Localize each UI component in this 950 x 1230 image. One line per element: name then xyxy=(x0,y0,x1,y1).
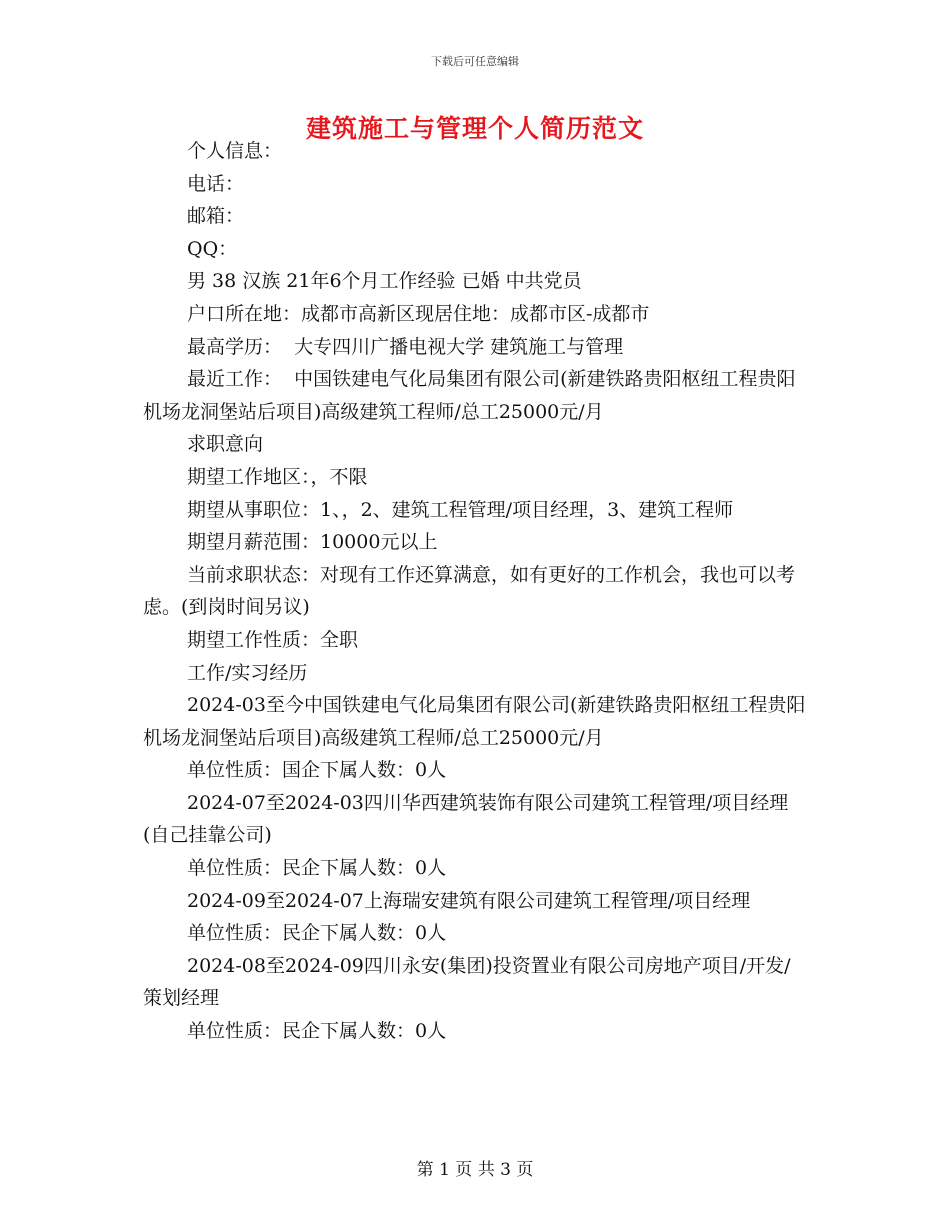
experience-entry: 2024-09至2024-07上海瑞安建筑有限公司建筑工程管理/项目经理 xyxy=(187,889,751,912)
experience-entry: 2024-08至2024-09四川永安(集团)投资置业有限公司房地产项目/开发/策划经理 xyxy=(143,954,791,1010)
residence-line: 户口所在地：成都市高新区现居住地：成都市区-成都市 xyxy=(187,302,650,325)
job-status-line: 当前求职状态：对现有工作还算满意，如有更好的工作机会，我也可以考虑。(到岗时间另议) xyxy=(143,563,796,619)
experience-detail: 单位性质：民企下属人数：0人 xyxy=(187,857,447,880)
job-intention-heading: 求职意向 xyxy=(187,433,264,456)
experience-detail: 单位性质：民企下属人数：0人 xyxy=(187,922,447,945)
document-title: 建筑施工与管理个人简历范文 xyxy=(305,114,644,143)
phone-line: 电话： xyxy=(187,172,245,195)
recent-work-line: 最近工作： 中国铁建电气化局集团有限公司(新建铁路贵阳枢纽工程贵阳机场龙洞堡站后项目)高级建筑工程师/总工25000元/月 xyxy=(143,368,796,423)
job-type-line: 期望工作性质：全职 xyxy=(187,628,359,651)
experience-entry: 2024-03至今中国铁建电气化局集团有限公司(新建铁路贵阳枢纽工程贵阳机场龙洞堡站后项目)高级建筑工程师/总工25000元/月 xyxy=(143,694,806,749)
qq-line: QQ： xyxy=(187,237,238,260)
education-line: 最高学历： 大专四川广播电视大学 建筑施工与管理 xyxy=(187,335,624,358)
page-footer: 第 1 页 共 3 页 xyxy=(416,1160,534,1180)
expected-position-line: 期望从事职位：1、，2、建筑工程管理/项目经理，3、建筑工程师 xyxy=(187,498,734,521)
header-note: 下载后可任意编辑 xyxy=(431,55,519,68)
basic-profile-line: 男 38 汉族 21年6个月工作经验 已婚 中共党员 xyxy=(187,270,582,293)
resume-body xyxy=(143,135,808,1048)
expected-salary-line: 期望月薪范围：10000元以上 xyxy=(187,531,438,554)
expected-location-line: 期望工作地区：，不限 xyxy=(187,465,368,488)
personal-info-heading: 个人信息： xyxy=(187,140,283,162)
email-line: 邮箱： xyxy=(187,205,245,228)
work-experience-heading: 工作/实习经历 xyxy=(187,661,308,684)
experience-detail: 单位性质：民企下属人数：0人 xyxy=(187,1020,447,1043)
experience-detail: 单位性质：国企下属人数：0人 xyxy=(187,759,447,782)
experience-entry: 2024-07至2024-03四川华西建筑装饰有限公司建筑工程管理/项目经理(自己挂靠公司) xyxy=(143,791,789,847)
